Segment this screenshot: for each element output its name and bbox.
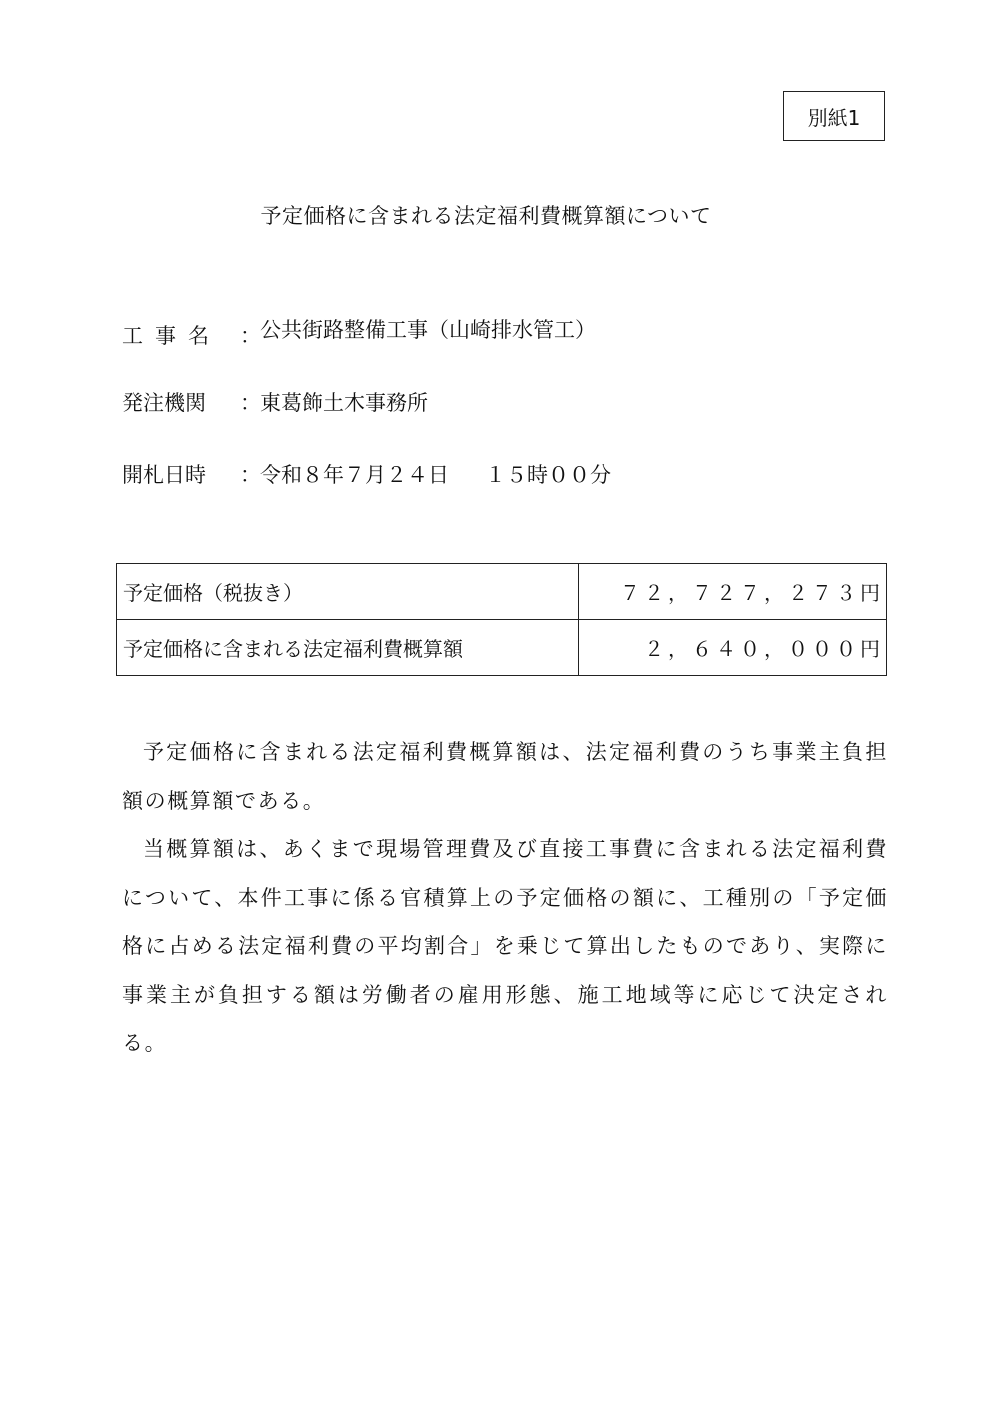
opening-date-value: 令和８年７月２４日	[260, 463, 449, 487]
document-title: 予定価格に含まれる法定福利費概算額について	[260, 204, 712, 228]
opening-datetime-row	[122, 459, 611, 489]
client-row	[122, 387, 428, 417]
table-row	[117, 620, 887, 676]
label-colon: ：	[240, 324, 261, 348]
project-name-label: 工事名	[122, 324, 221, 348]
annex-label: 別紙1	[783, 91, 885, 141]
project-name-value: 公共街路整備工事（山崎排水管工）	[260, 318, 596, 342]
project-name-row	[122, 314, 596, 350]
table-cell-item: 予定価格に含まれる法定福利費概算額	[117, 620, 579, 676]
body-paragraph: 当概算額は、あくまで現場管理費及び直接工事費に含まれる法定福利費について、本件工事に係る官積算上の予定価格の額に、工種別の「予定価格に占める法定福利費の平均割合」を乗じて算出したものであり、実際に事業主が負担する額は労働者の雇用形態、施工地域等に応じて決定される。	[122, 837, 888, 1055]
opening-time-value: １５時００分	[485, 463, 611, 487]
opening-datetime-label: 開札日時	[122, 463, 206, 487]
client-label: 発注機関	[122, 391, 206, 415]
label-colon: ：	[240, 463, 261, 487]
label-colon: ：	[240, 391, 261, 415]
table-row	[117, 564, 887, 620]
price-table	[116, 563, 887, 676]
table-cell-item: 予定価格（税抜き）	[117, 564, 579, 620]
body-paragraph: 予定価格に含まれる法定福利費概算額は、法定福利費のうち事業主負担額の概算額である。	[122, 740, 888, 813]
table-cell-amount: ２，６４０，０００円	[579, 620, 887, 676]
body-text	[122, 728, 888, 1068]
client-value: 東葛飾土木事務所	[260, 391, 428, 415]
table-cell-amount: ７２，７２７，２７３円	[579, 564, 887, 620]
